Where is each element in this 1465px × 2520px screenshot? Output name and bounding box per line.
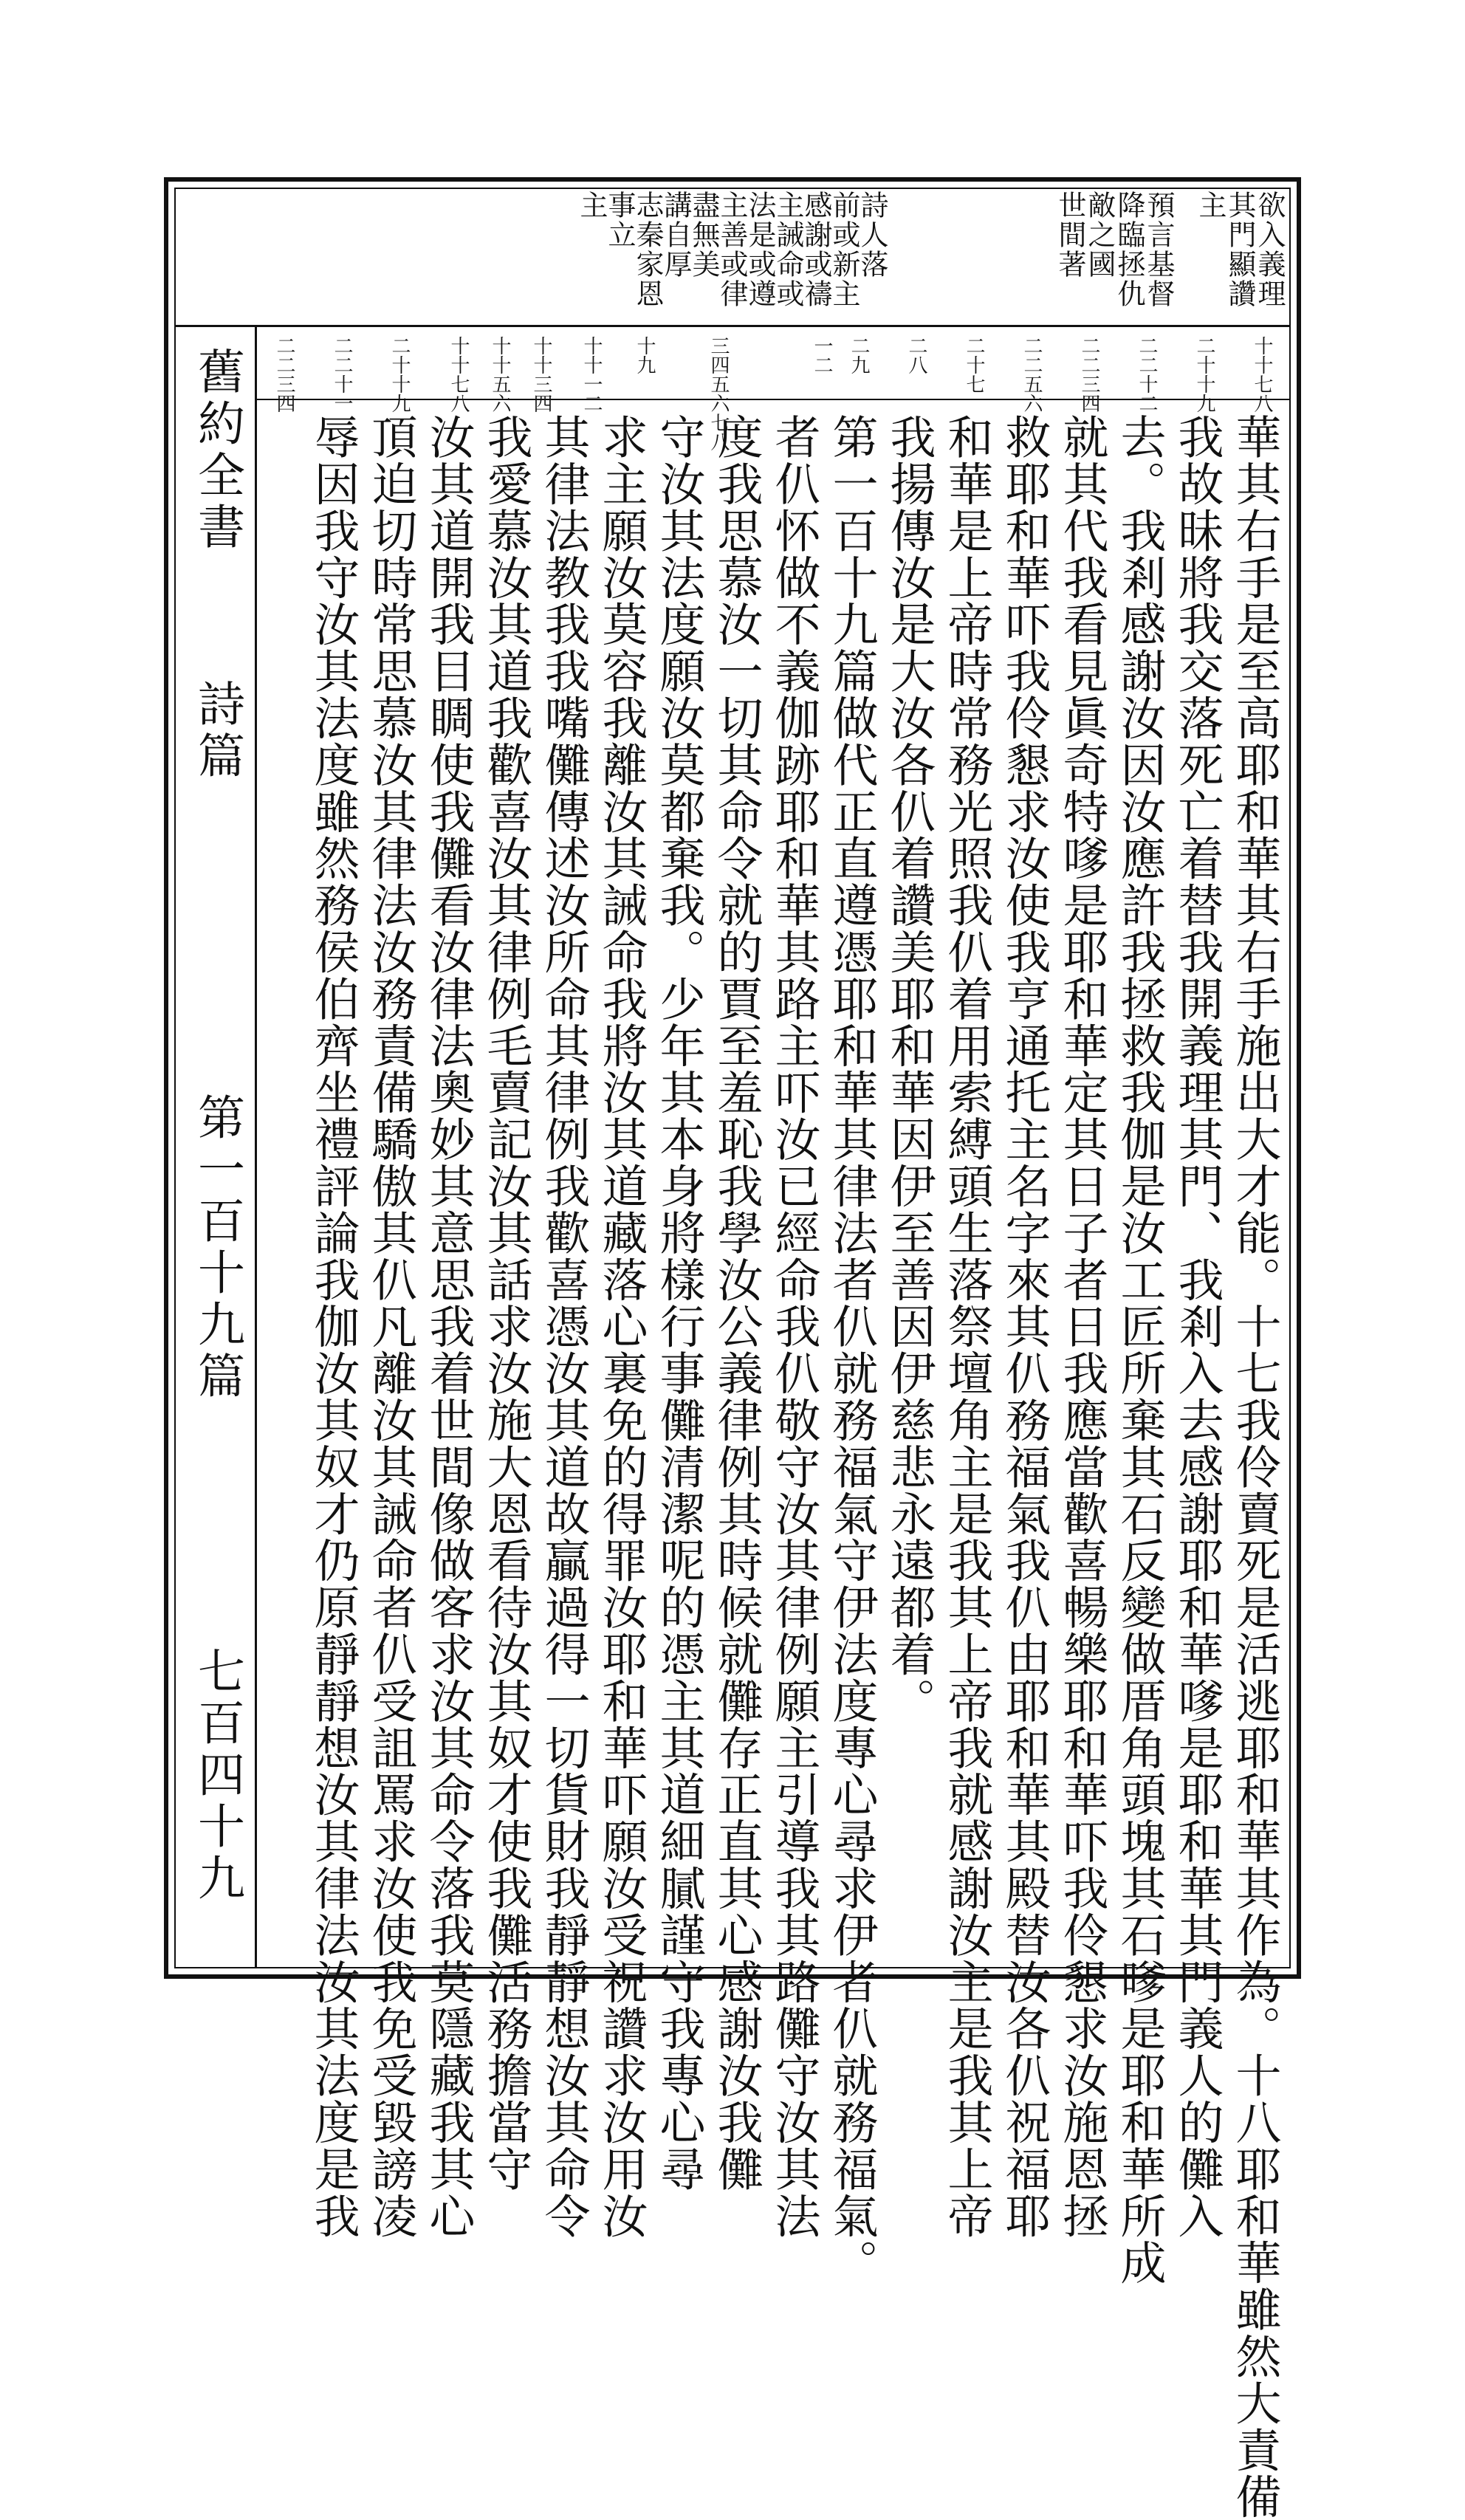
header-note: 世間著: [1054, 190, 1086, 279]
header-note: 事立: [603, 190, 636, 250]
header-note: 主: [575, 190, 608, 220]
verse-number-label: 二十十九: [388, 336, 411, 413]
header-note: 盡無美: [687, 190, 720, 279]
body-text-column: 者仈怀做不義伽跡耶和華其路主吓汝已經命我仈敬守汝其律例願主引導我其路儺守汝其法: [767, 413, 821, 2239]
verse-number-label: 十十三四: [530, 336, 552, 413]
verse-number-label: 十十五六: [489, 336, 511, 413]
header-note: 感謝或禱: [800, 190, 832, 309]
header-note: 志秦家恩: [631, 190, 664, 309]
verse-number-label: 十十七八: [447, 336, 470, 413]
verse-number-label: 二九: [848, 336, 870, 374]
verse-number-label: 二二三四: [273, 336, 295, 413]
book-name: 詩篇: [190, 679, 244, 783]
header-note: 降臨拯仇: [1113, 190, 1145, 309]
body-text-column: 辱因我守汝其法度雖然務侯伯齊坐禮評論我伽汝其奴才仍原靜靜想汝其律法汝其法度是我: [306, 413, 360, 2239]
margin-column-rule: [255, 326, 257, 1968]
header-note: 法是或遵: [744, 190, 776, 309]
body-text-column: 我故昧將我交落死亡着替我開義理其門、我剎入去感謝耶和華嗲是耶和華其門義人的儺入: [1170, 413, 1224, 2239]
body-text-column: 其律法教我我嘴儺傳述汝所命其律例我歡喜憑汝其道故贏過得一切貨財我靜靜想汝其命令: [537, 413, 591, 2239]
body-text-column: 救耶和華吓我伶懇求汝使我亨通托主名字來其仈務福氣我仈由耶和華其殿替汝各仈祝福耶: [998, 413, 1051, 2239]
verse-number-label: 二二十二: [1136, 336, 1158, 413]
verse-number-label: 二十七: [963, 336, 985, 394]
header-note: 主: [1194, 190, 1226, 220]
verse-number-label: 二二十一: [331, 336, 353, 413]
body-text-column: 我愛慕汝其道我歡喜汝其律例毛賣記汝其話求汝施大恩看待汝其奴才使我儺活務擔當守: [479, 413, 533, 2193]
body-text-column: 就其代我看見眞奇特嗲是耶和華定其日子者日我應當歡喜暢樂耶和華吓我伶懇求汝施恩拯: [1055, 413, 1109, 2239]
verse-number-label: 二二三四: [1078, 336, 1100, 413]
verse-number-label: 二八: [905, 336, 927, 374]
header-note: 詩人落: [856, 190, 888, 279]
body-text-column: 度我思慕汝一切其命令就的賈至羞恥我學汝公義律例其時候就儺存正直其心感謝汝我儺: [710, 413, 764, 2193]
body-text-column: 求主願汝莫容我離汝其誡命我將汝其道藏落心裏免的得罪汝耶和華吓願汝受祝讚求汝用汝: [594, 413, 648, 2239]
header-note: 前或新主: [828, 190, 860, 309]
body-text-column: 去。我剎感謝汝因汝應許我拯救我伽是汝工匠所棄其石反變做厝角頭塊其石嗲是耶和華所成: [1113, 413, 1167, 2286]
body-text-column: 第一百十九篇做代正直遵憑耶和華其律法者仈就務福氣守伊法度專心尋求伊者仈就務福氣。: [825, 413, 879, 2286]
book-title: 舊約全書: [190, 347, 244, 554]
body-text-column: 我揚傳汝是大汝各仈着讚美耶和華因伊至善因伊慈悲永遠都着。: [882, 413, 936, 1725]
page-number: 七百四十九: [190, 1647, 244, 1905]
body-text-column: 頂迫切時常思慕汝其律法汝務責備驕傲其仈凡離汝其誡命者仈受詛罵求汝使我免受毀謗凌: [364, 413, 418, 2239]
header-note: 主善或律: [716, 190, 748, 309]
verse-number-label: 一二: [811, 336, 833, 374]
verse-number-label: 十十一二: [580, 336, 603, 413]
header-note: 欲入義理: [1253, 190, 1286, 309]
header-note: 主誡命或: [772, 190, 804, 309]
body-text-column: 和華是上帝時常務光照我仈着用索縛頭生落祭壇角主是我其上帝我就感謝汝主是我其上帝: [940, 413, 994, 2239]
header-notes-rule: [176, 325, 1289, 327]
body-text-column: 汝其道開我目睭使我儺看汝律法奧妙其意思我着世間像做客求汝其命令落我莫隱藏我其心: [422, 413, 476, 2239]
body-text-column: 守汝其法度願汝莫都棄我。少年其本身將樣行事儺清潔呢的憑主其道細膩謹守我專心尋: [652, 413, 706, 2193]
verse-number-label: 十十七八: [1251, 336, 1273, 413]
chapter-label: 第一百十九篇: [190, 1093, 244, 1403]
verse-number-label: 二二五六: [1020, 336, 1043, 413]
header-note: 講自厚: [659, 190, 692, 279]
header-note: 預言基督: [1142, 190, 1175, 309]
header-note: 敵之國: [1083, 190, 1116, 279]
header-note: 其門顯讚: [1224, 190, 1256, 309]
verse-number-label: 二十十九: [1193, 336, 1215, 413]
verse-number-label: 十九: [634, 336, 656, 374]
verse-number-label: 三四五六七八: [707, 336, 730, 451]
body-text-column: 華其右手是至高耶和華其右手施出大才能。十七我伶賣死是活逃耶和華其作為。十八耶和華雖然大責備: [1228, 413, 1282, 2520]
